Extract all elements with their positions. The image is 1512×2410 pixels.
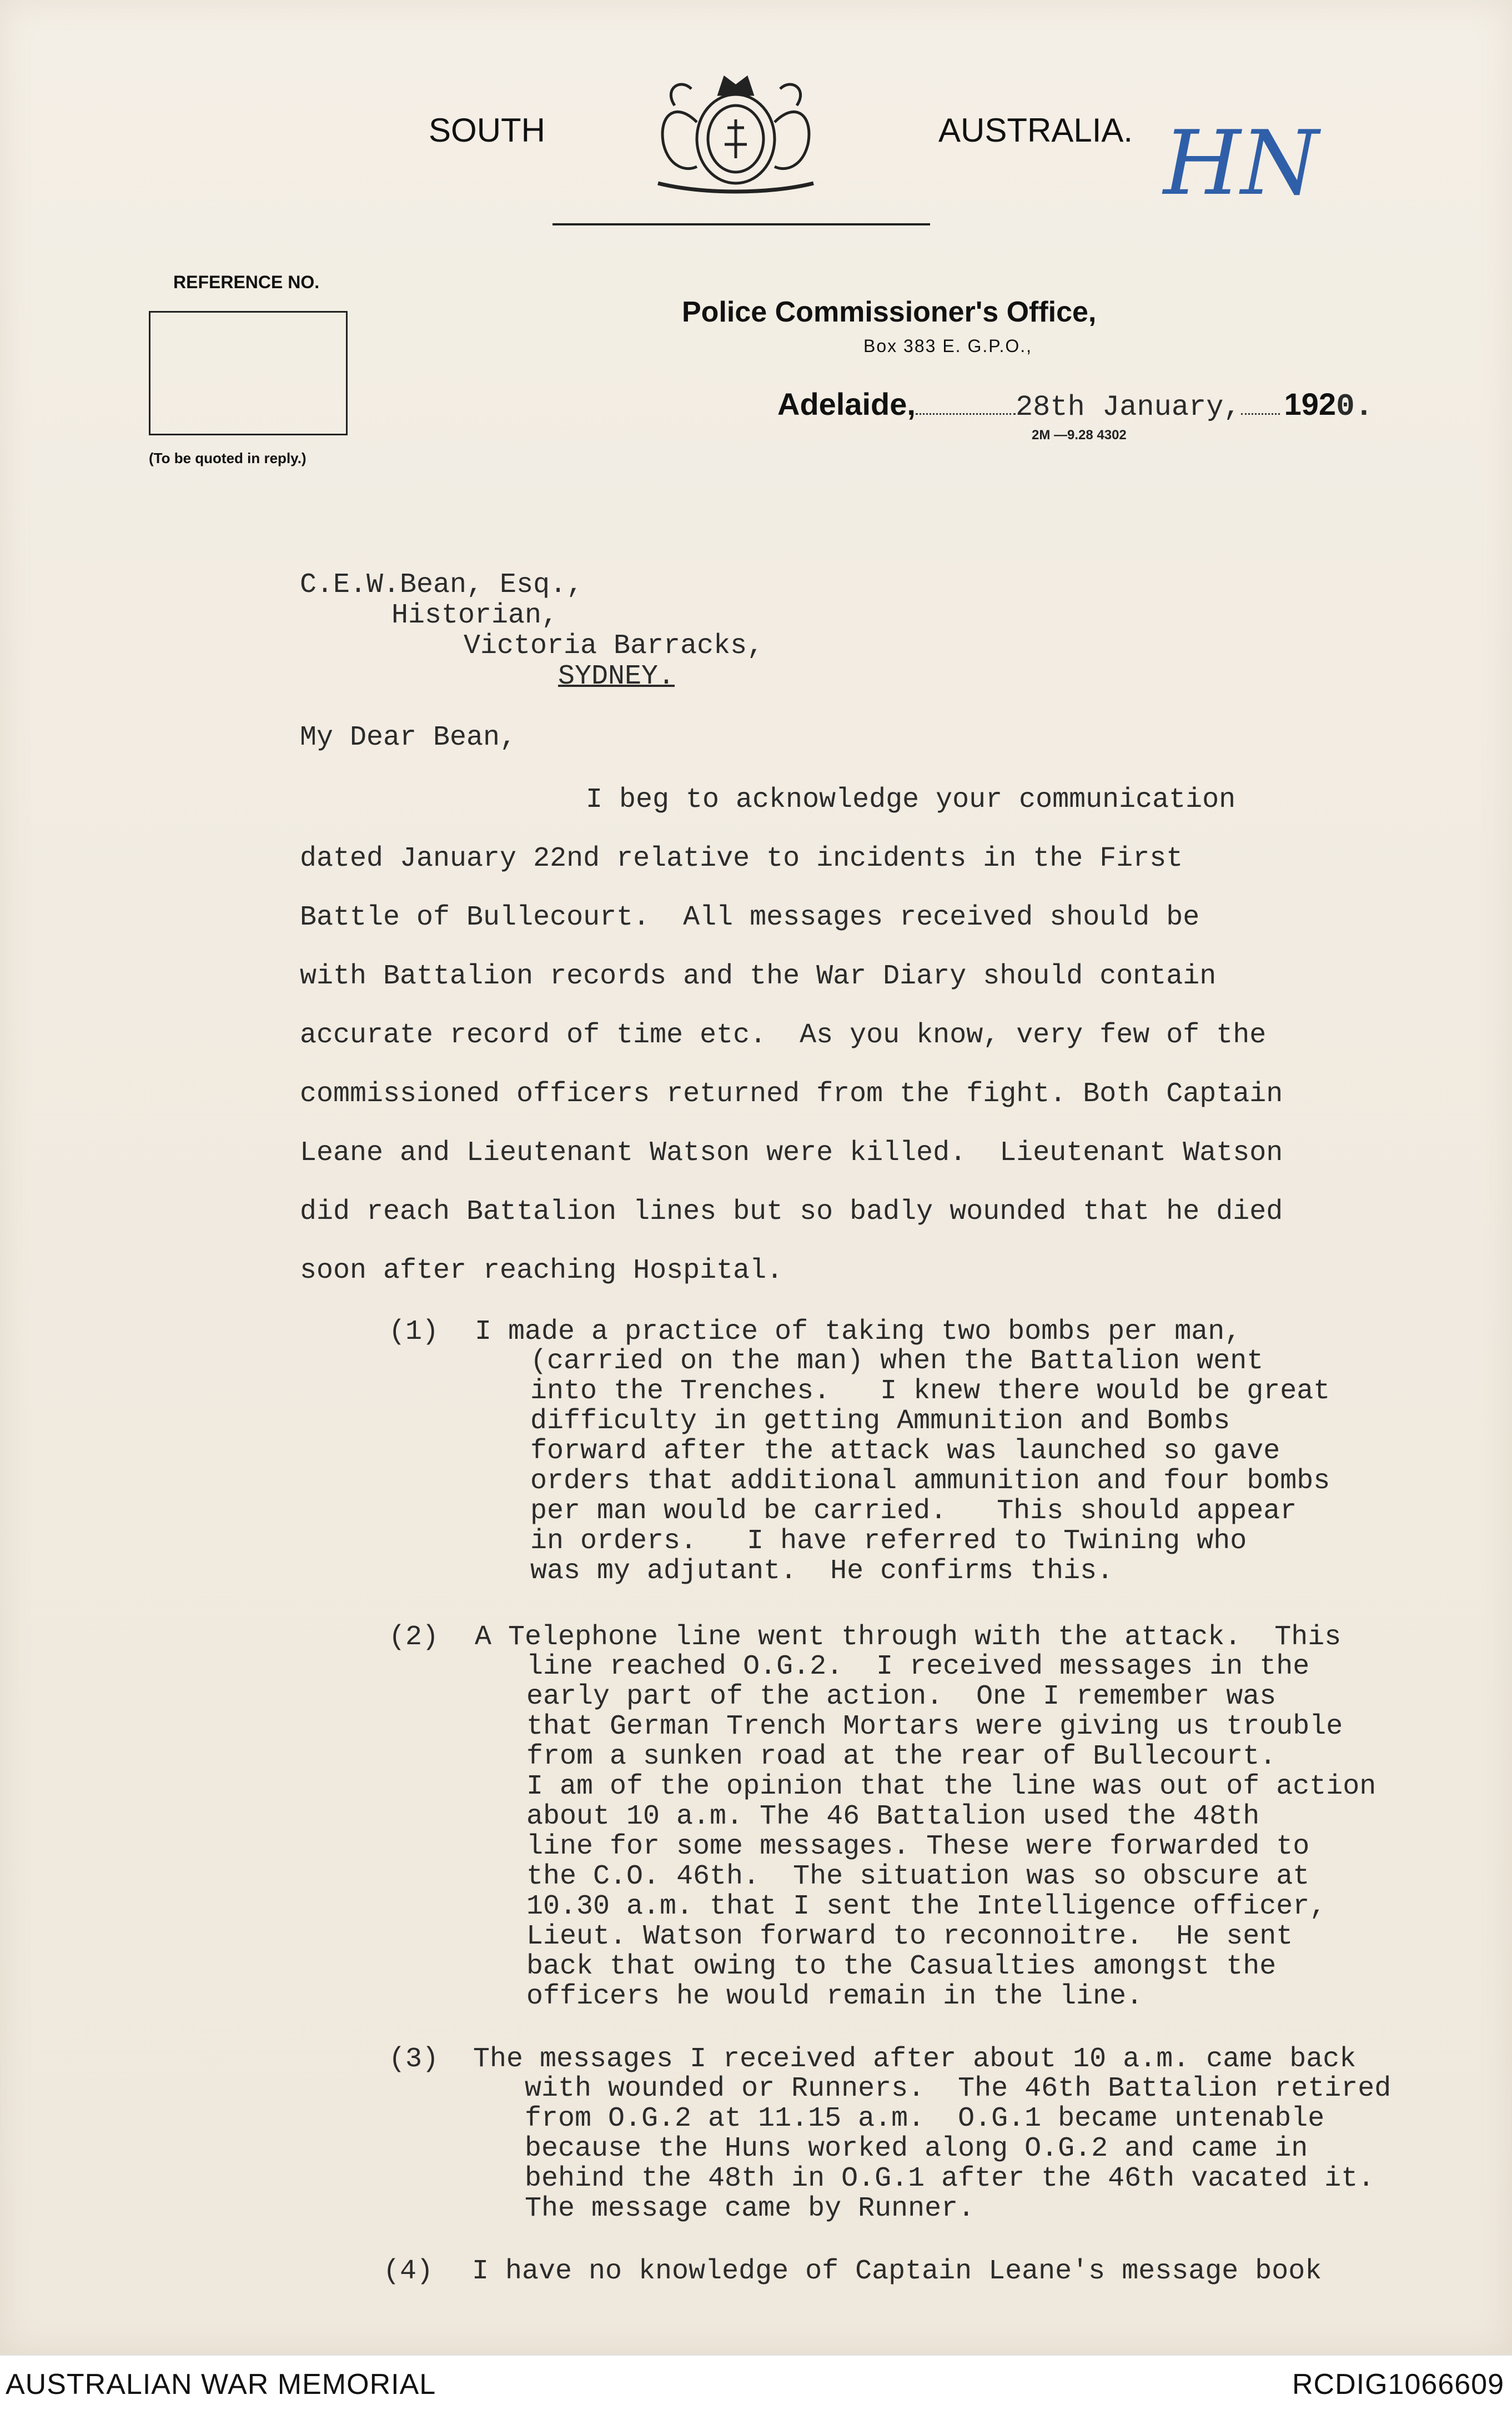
address-line-1: C.E.W.Bean, Esq.,	[300, 569, 584, 601]
body-line: Battle of Bullecourt. All messages received should be	[300, 902, 1200, 933]
body-line: with Battalion records and the War Diary should contain	[300, 961, 1217, 992]
address-line-3: Victoria Barracks,	[464, 630, 764, 662]
print-code: 2M —9.28 4302	[1032, 428, 1127, 443]
item-body: with wounded or Runners. The 46th Battalion retired from O.G.2 at 11.15 a.m. O.G.1 became untenable because the Huns worked along O.G.2 and came in behind the 48th in O.G.1 after the 46th vacated it. The message came by Runner.	[525, 2073, 1392, 2225]
office-title: Police Commissioner's Office,	[682, 296, 1097, 328]
box-address: Box 383 E. G.P.O.,	[863, 336, 1032, 356]
royal-coat-of-arms-icon	[625, 56, 847, 194]
item-number: (1)	[389, 1316, 439, 1348]
reference-label: REFERENCE NO.	[173, 272, 320, 292]
address-line-2: Historian,	[391, 600, 559, 631]
address-line-4: SYDNEY.	[558, 661, 675, 692]
handwritten-initials: HN	[1163, 111, 1319, 215]
letterhead-rule	[552, 223, 930, 225]
body-line: I beg to acknowledge your communication	[586, 784, 1236, 816]
item-number: (2)	[389, 1621, 439, 1653]
body-line: accurate record of time etc. As you know, very few of the	[300, 1020, 1267, 1051]
letterhead-south: SOUTH	[429, 112, 545, 149]
item-first-line: The messages I received after about 10 a.m. came back	[473, 2044, 1357, 2075]
letterhead-australia: AUSTRALIA.	[938, 112, 1133, 149]
reference-note: (To be quoted in reply.)	[149, 450, 307, 466]
body-line: dated January 22nd relative to incidents in the First	[300, 843, 1183, 875]
reference-box	[149, 311, 348, 435]
item-first-line: I have no knowledge of Captain Leane's message book	[472, 2256, 1322, 2287]
item-first-line: I made a practice of taking two bombs per man,	[475, 1316, 1242, 1348]
salutation: My Dear Bean,	[300, 722, 517, 754]
footer-record-id: RCDIG1066609	[1292, 2368, 1504, 2401]
archive-footer	[0, 2354, 1512, 2410]
body-line: commissioned officers returned from the fight. Both Captain	[300, 1078, 1283, 1110]
item-body: line reached O.G.2. I received messages in the early part of the action. One I remember was that German Trench Mortars were giving us trouble from a sunken road at the rear of Bullecourt. I am of the opinion that the line was out of action about 10 a.m. The 46 Battalion used the 48th line for some messages. These were forwarded to the C.O. 46th. The situation was so obscure at 10.30 a.m. that I sent the Intelligence officer, Lieut. Watson forward to reconnoitre. He sent back that owing to the Casualties amongst the officers he would remain in the line.	[526, 1651, 1377, 2012]
body-line: Leane and Lieutenant Watson were killed. Lieutenant Watson	[300, 1137, 1283, 1169]
body-line: soon after reaching Hospital.	[300, 1255, 783, 1287]
place-date-line	[777, 386, 1373, 424]
item-number: (4)	[383, 2256, 434, 2287]
item-number: (3)	[389, 2044, 439, 2075]
body-line: did reach Battalion lines but so badly wounded that he died	[300, 1196, 1283, 1228]
date-filled: 28th January,	[1015, 391, 1241, 424]
item-body: (carried on the man) when the Battalion went into the Trenches. I knew there would be great difficulty in getting Ammunition and Bombs forward after the attack was launched so gave orders that additional ammunition and four bombs per man would be carried. This should appear in orders. I have referred to Twining who was my adjutant. He confirms this.	[530, 1345, 1330, 1587]
year-prefix: 192	[1284, 386, 1337, 421]
item-first-line: A Telephone line went through with the attack. This	[475, 1621, 1342, 1653]
place-label: Adelaide,	[777, 386, 916, 421]
footer-institution: AUSTRALIAN WAR MEMORIAL	[6, 2368, 436, 2401]
year-suffix: 0.	[1336, 389, 1374, 424]
